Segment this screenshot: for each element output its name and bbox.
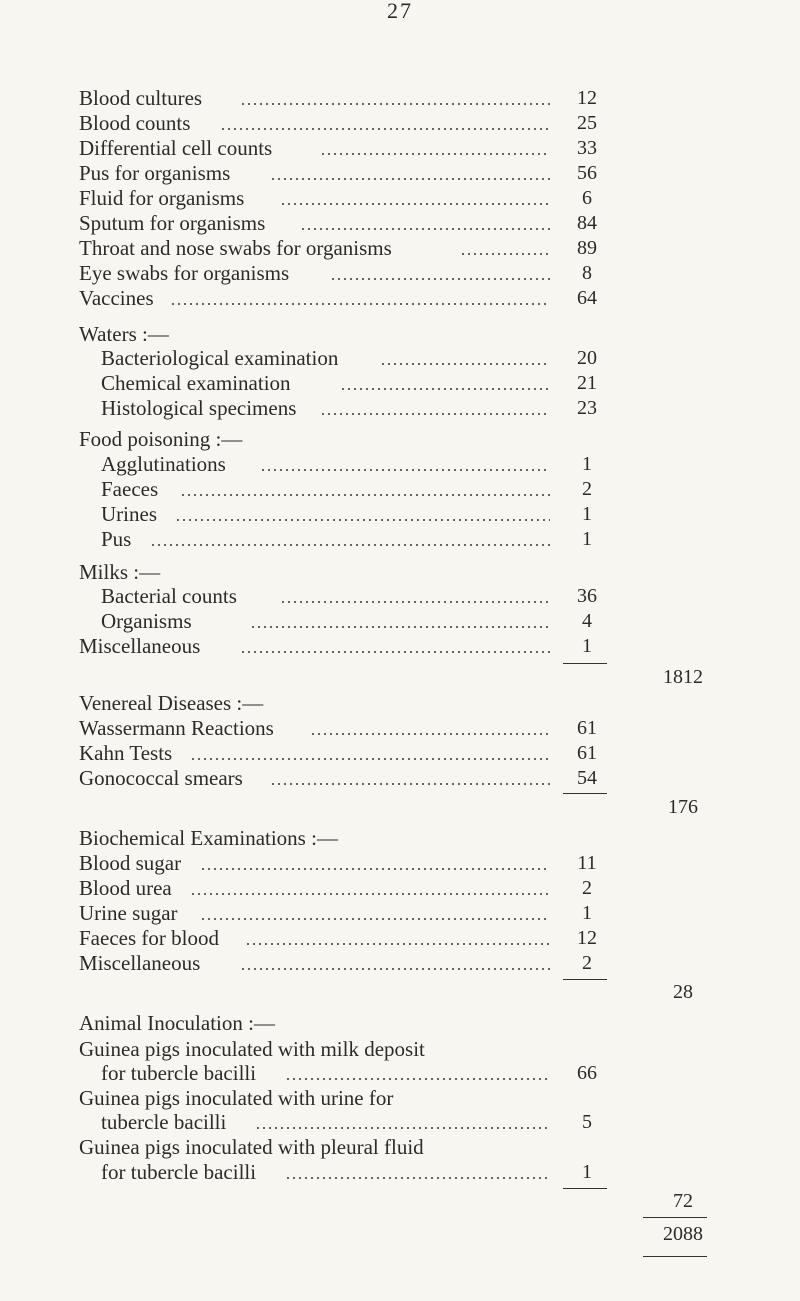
row-label: Histological specimens	[101, 396, 300, 421]
row-label: Organisms	[101, 609, 196, 634]
leader-dots	[330, 278, 550, 280]
subtotal-row	[0, 1189, 800, 1214]
row-label: Blood urea	[79, 876, 176, 901]
row-label: Bacterial counts	[101, 584, 241, 609]
subtotal-value: 1812	[663, 666, 703, 688]
table-row	[0, 766, 800, 791]
table-row	[0, 584, 800, 609]
leader-dots	[150, 544, 550, 546]
row-value: 1	[582, 453, 592, 475]
grand-total-rule-top	[643, 1217, 707, 1218]
leader-dots	[190, 758, 550, 760]
row-value: 8	[582, 262, 592, 284]
row-label: Blood sugar	[79, 851, 185, 876]
row-value: 2	[582, 952, 592, 974]
row-label-line1: Guinea pigs inoculated with milk deposit	[79, 1037, 425, 1061]
grand-total-row	[0, 1222, 800, 1247]
subtotal-value: 72	[673, 1190, 693, 1212]
row-value: 23	[577, 397, 597, 419]
subtotal-row	[0, 980, 800, 1005]
row-value: 12	[577, 927, 597, 949]
table-row	[0, 111, 800, 136]
table-row	[0, 286, 800, 311]
row-label: Urines	[101, 502, 161, 527]
leader-dots	[260, 469, 550, 471]
table-row	[0, 634, 800, 659]
table-row-continued	[0, 1135, 800, 1160]
row-value: 1	[582, 635, 592, 657]
leader-dots	[245, 943, 550, 945]
leader-dots	[380, 363, 550, 365]
section-heading: Food poisoning :—	[0, 427, 800, 452]
leader-dots	[220, 128, 550, 130]
row-value: 6	[582, 187, 592, 209]
row-label: Differential cell counts	[79, 136, 276, 161]
row-value: 1	[582, 503, 592, 525]
row-value: 56	[577, 162, 597, 184]
leader-dots	[180, 494, 550, 496]
row-label-line1: Guinea pigs inoculated with pleural fluid	[79, 1135, 424, 1159]
leader-dots	[240, 968, 550, 970]
row-label: Sputum for organisms	[79, 211, 269, 236]
subtotal-value: 176	[668, 796, 698, 818]
row-label-line1: Guinea pigs inoculated with urine for	[79, 1086, 394, 1110]
row-label: Urine sugar	[79, 901, 182, 926]
leader-dots	[460, 253, 550, 255]
row-value: 5	[582, 1111, 592, 1133]
leader-dots	[270, 783, 550, 785]
table-row	[0, 741, 800, 766]
row-value: 12	[577, 87, 597, 109]
table-row-continued	[0, 1086, 800, 1111]
row-value: 2	[582, 478, 592, 500]
row-label: Eye swabs for organisms	[79, 261, 293, 286]
table-row	[0, 527, 800, 552]
row-value: 2	[582, 877, 592, 899]
table-row	[0, 901, 800, 926]
row-value: 36	[577, 585, 597, 607]
table-row	[0, 876, 800, 901]
row-value: 33	[577, 137, 597, 159]
table-row	[0, 951, 800, 976]
subtotal-row	[0, 665, 800, 690]
row-label: for tubercle bacilli	[101, 1061, 260, 1086]
table-row	[0, 136, 800, 161]
table-row	[0, 346, 800, 371]
leader-dots	[285, 1078, 550, 1080]
table-row	[0, 371, 800, 396]
table-row	[0, 716, 800, 741]
table-row	[0, 926, 800, 951]
table-row	[0, 502, 800, 527]
row-value: 61	[577, 717, 597, 739]
section-heading: Venereal Diseases :—	[0, 691, 800, 716]
table-row	[0, 86, 800, 111]
row-value: 4	[582, 610, 592, 632]
row-label: Kahn Tests	[79, 741, 176, 766]
row-label: Bacteriological examination	[101, 346, 342, 371]
leader-dots	[340, 388, 550, 390]
section-heading: Biochemical Examinations :—	[0, 826, 800, 851]
leader-dots	[200, 868, 550, 870]
row-label: Miscellaneous	[79, 951, 204, 976]
row-value: 11	[577, 852, 597, 874]
table-row	[0, 261, 800, 286]
table-row	[0, 851, 800, 876]
leader-dots	[285, 1177, 550, 1179]
table-row	[0, 477, 800, 502]
grand-total-value: 2088	[663, 1223, 703, 1245]
row-value: 1	[582, 528, 592, 550]
table-row	[0, 161, 800, 186]
row-value: 25	[577, 112, 597, 134]
subtotal-rule	[563, 793, 607, 794]
table-row-continued	[0, 1037, 800, 1062]
grand-total-rule-bottom	[643, 1256, 707, 1257]
table-row	[0, 186, 800, 211]
row-label: Gonococcal smears	[79, 766, 247, 791]
table-row	[0, 452, 800, 477]
leader-dots	[170, 303, 550, 305]
row-value: 61	[577, 742, 597, 764]
table-row	[0, 1160, 800, 1185]
leader-dots	[310, 733, 550, 735]
subtotal-rule	[563, 663, 607, 664]
section-heading: Milks :—	[0, 560, 800, 585]
leader-dots	[240, 103, 550, 105]
leader-dots	[280, 203, 550, 205]
page-number: 27	[387, 0, 413, 23]
row-label: Blood cultures	[79, 86, 206, 111]
row-label: Pus for organisms	[79, 161, 234, 186]
row-label: Blood counts	[79, 111, 194, 136]
leader-dots	[280, 601, 550, 603]
leader-dots	[200, 918, 550, 920]
row-value: 64	[577, 287, 597, 309]
row-value: 1	[582, 1161, 592, 1183]
subtotal-value: 28	[673, 981, 693, 1003]
table-row	[0, 1110, 800, 1135]
row-value: 21	[577, 372, 597, 394]
row-label: Throat and nose swabs for organisms	[79, 236, 396, 261]
row-value: 66	[577, 1062, 597, 1084]
leader-dots	[255, 1127, 550, 1129]
row-value: 1	[582, 902, 592, 924]
leader-dots	[270, 178, 550, 180]
leader-dots	[300, 228, 550, 230]
row-label: Faeces	[101, 477, 162, 502]
leader-dots	[250, 626, 550, 628]
section-heading: Waters :—	[0, 322, 800, 347]
row-label: tubercle bacilli	[101, 1110, 230, 1135]
table-row	[0, 1061, 800, 1086]
row-value: 54	[577, 767, 597, 789]
leader-dots	[175, 519, 550, 521]
row-label: Faeces for blood	[79, 926, 223, 951]
row-label: Miscellaneous	[79, 634, 204, 659]
table-row	[0, 609, 800, 634]
leader-dots	[240, 651, 550, 653]
table-row	[0, 211, 800, 236]
subtotal-row	[0, 795, 800, 820]
row-value: 89	[577, 237, 597, 259]
leader-dots	[320, 413, 550, 415]
row-label: Fluid for organisms	[79, 186, 248, 211]
table-row	[0, 236, 800, 261]
table-row	[0, 396, 800, 421]
leader-dots	[320, 153, 550, 155]
row-label: Pus	[101, 527, 135, 552]
row-label: Vaccines	[79, 286, 158, 311]
row-label: Agglutinations	[101, 452, 230, 477]
row-value: 20	[577, 347, 597, 369]
section-heading: Animal Inoculation :—	[0, 1011, 800, 1036]
leader-dots	[190, 893, 550, 895]
row-label: Wassermann Reactions	[79, 716, 278, 741]
row-label: for tubercle bacilli	[101, 1160, 260, 1185]
row-label: Chemical examination	[101, 371, 295, 396]
row-value: 84	[577, 212, 597, 234]
